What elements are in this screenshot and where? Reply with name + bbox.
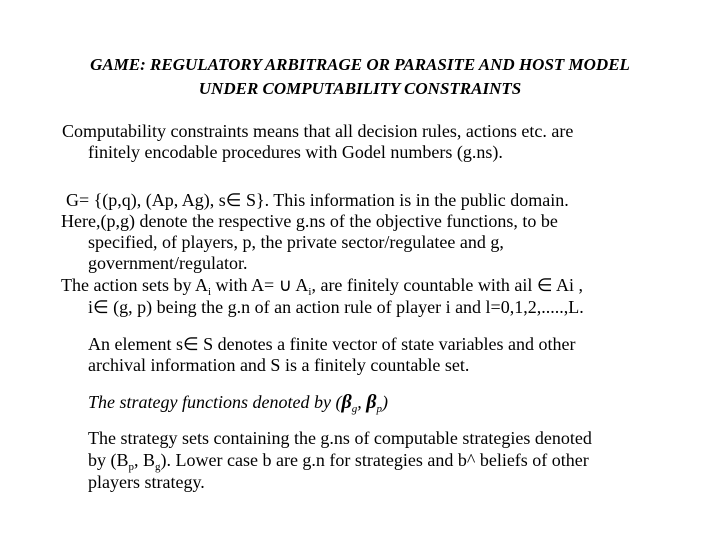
- subscript: i: [308, 286, 312, 298]
- paragraph-text: [61, 275, 584, 298]
- beta-symbol: β: [341, 391, 352, 413]
- paragraph-text: G= {(p,q), (Ap, Ag), s∈ S}. This information is in the public domain.: [66, 190, 569, 210]
- subscript: p: [128, 461, 134, 473]
- subscript: p: [376, 403, 382, 415]
- text: , B: [134, 450, 156, 470]
- text: ,: [357, 392, 367, 412]
- paragraph-text: Computability constraints means that all decision rules, actions etc. are: [62, 121, 574, 141]
- subscript: i: [207, 286, 212, 298]
- paragraph-text: [88, 450, 589, 473]
- text: ): [381, 392, 388, 412]
- paragraph-text: finitely encodable procedures with Godel numbers (g.ns).: [88, 142, 503, 162]
- paragraph-text: specified, of players, p, the private sector/regulatee and g,: [88, 232, 504, 252]
- paragraph-text: government/regulator.: [88, 253, 248, 273]
- paragraph-text: An element s∈ S denotes a finite vector of state variables and other: [88, 334, 576, 354]
- text: The action sets by A: [61, 275, 208, 295]
- slide-title-line-2: UNDER COMPUTABILITY CONSTRAINTS: [198, 79, 522, 98]
- paragraph-text: Here,(p,g) denote the respective g.ns of the objective functions, to be: [61, 211, 558, 231]
- subscript: g: [155, 461, 161, 473]
- paragraph-text: The strategy sets containing the g.ns of computable strategies denoted: [88, 428, 592, 448]
- beta-symbol: β: [366, 391, 377, 413]
- paragraph-text: i∈ (g, p) being the g.n of an action rule of player i and l=0,1,2,.....,L.: [88, 297, 584, 317]
- text: ). Lower case b are g.n for strategies and b^ beliefs of other: [160, 450, 589, 470]
- paragraph-text: archival information and S is a finitely countable set.: [88, 355, 470, 375]
- slide-title-line-1: GAME: REGULATORY ARBITRAGE OR PARASITE AND HOST MODEL: [90, 55, 630, 74]
- strategy-functions-text: [88, 391, 388, 415]
- text: with A= ∪ A: [211, 275, 309, 295]
- text: , are finitely countable with ail ∈ Ai ,: [311, 275, 584, 295]
- text: The strategy functions denoted by (: [88, 392, 342, 412]
- subscript: g: [351, 403, 358, 415]
- text: by (B: [88, 450, 129, 470]
- paragraph-text: players strategy.: [88, 472, 205, 492]
